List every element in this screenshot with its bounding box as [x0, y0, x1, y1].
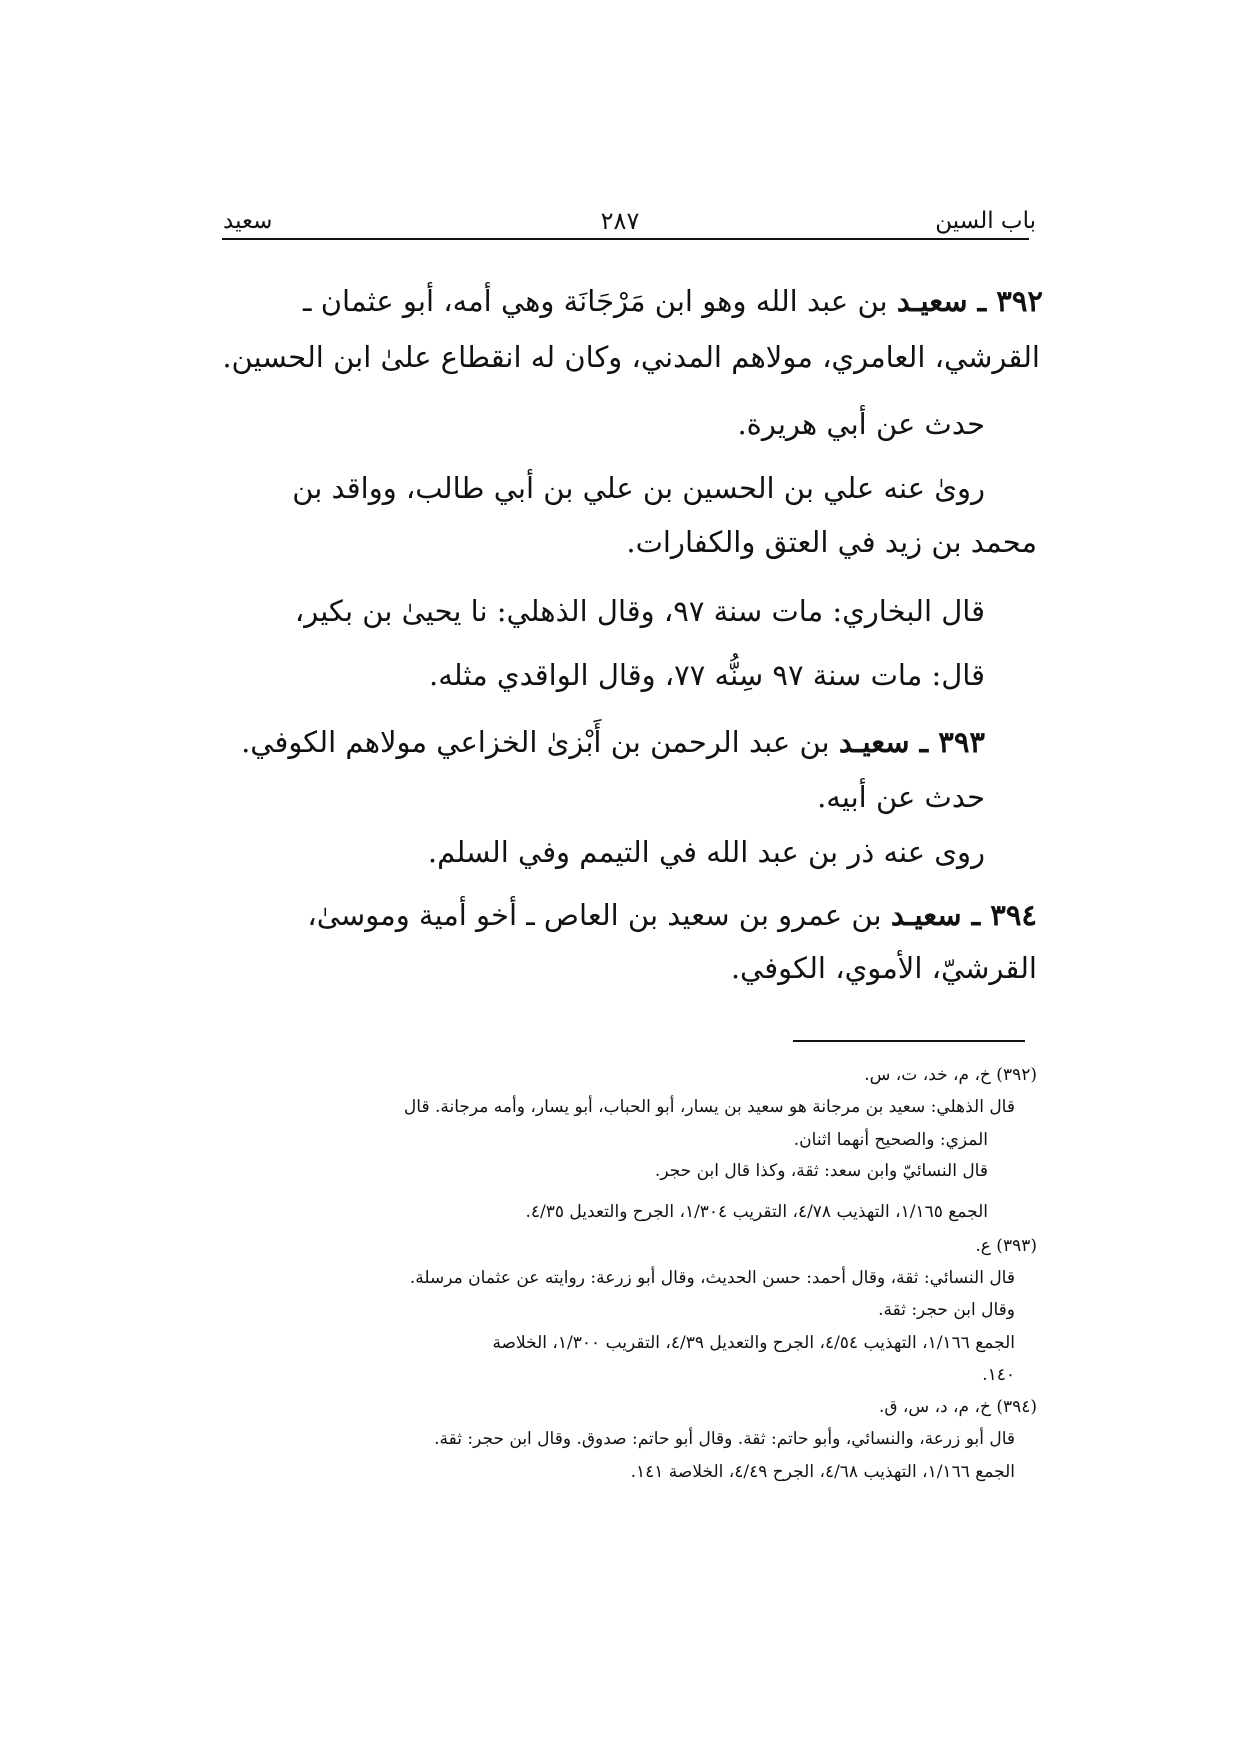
footnote-392-line-1: (٣٩٢) خ، م، خد، ت، س. [864, 1065, 1037, 1085]
header-running-word: سعيد [223, 208, 273, 234]
footnote-393-line-5: ١٤٠. [982, 1365, 1015, 1385]
entry-394-line-1 [307, 895, 1037, 935]
entry-394-heading: بن عمرو بن سعيد بن العاص ـ أخو أمية وموسیٰ، [307, 898, 891, 932]
entry-392-line-6: قال البخاري: مات سنة ٩٧، وقال الذهلي: نا يحيىٰ بن بكير، [294, 594, 985, 628]
entry-392-line-5: محمد بن زيد في العتق والكفارات. [626, 525, 1037, 559]
footnote-392-line-5: الجمع ١/١٦٥، التهذيب ٤/٧٨، التقريب ١/٣٠٤، الجرح والتعديل ٤/٣٥. [525, 1202, 988, 1222]
footnote-392-line-4: قال النسائيّ وابن سعد: ثقة، وكذا قال ابن حجر. [654, 1161, 988, 1181]
entry-393-line-2: حدث عن أبيه. [817, 780, 985, 814]
entry-393-heading: بن عبد الرحمن بن أَبْزیٰ الخزاعي مولاهم الكوفي. [241, 725, 839, 759]
entry-393-line-3: روی عنه ذر بن عبد الله في التيمم وفي السلم. [427, 835, 985, 869]
entry-392-line-3: حدث عن أبي هريرة. [737, 407, 985, 441]
footnote-392-line-2: قال الذهلي: سعيد بن مرجانة هو سعيد بن يسار، أبو الحباب، أبو يسار، وأمه مرجانة. قال [403, 1097, 1015, 1117]
footnote-393-line-4: الجمع ١/١٦٦، التهذيب ٤/٥٤، الجرح والتعديل ٤/٣٩، التقريب ١/٣٠٠، الخلاصة [492, 1333, 1015, 1353]
entry-392-line-7: قال: مات سنة ٩٧ سِنُّه ٧٧، وقال الواقدي مثله. [429, 658, 985, 692]
entry-392-line-2: القرشي، العامري، مولاهم المدني، وكان له انقطاع علىٰ ابن الحسين. [222, 340, 1040, 374]
entry-392-line-1 [303, 281, 1043, 321]
footnote-rule [793, 1040, 1025, 1042]
footnote-394-line-1: (٣٩٤) خ، م، د، س، ق. [878, 1397, 1037, 1417]
entry-392-heading: بن عبد الله وهو ابن مَرْجَانَة وهي أمه، أبو عثمان ـ [303, 284, 897, 318]
footnote-393-line-3: وقال ابن حجر: ثقة. [878, 1300, 1015, 1320]
entry-394-line-2: القرشيّ، الأموي، الكوفي. [730, 951, 1037, 985]
entry-394-number: ٣٩٤ ـ سعيـد [890, 898, 1037, 932]
entry-393-line-1 [241, 722, 985, 762]
footnote-393-line-2: قال النسائي: ثقة، وقال أحمد: حسن الحديث، وقال أبو زرعة: روايته عن عثمان مرسلة. [409, 1268, 1015, 1288]
footnote-393-line-1: (٣٩٣) ع. [975, 1236, 1037, 1256]
footnote-394-line-3: الجمع ١/١٦٦، التهذيب ٤/٦٨، الجرح ٤/٤٩، الخلاصة ١٤١. [630, 1462, 1015, 1482]
header-rule [222, 238, 1029, 240]
entry-392-line-4: رویٰ عنه علي بن الحسين بن علي بن أبي طالب، وواقد بن [292, 471, 985, 505]
entry-392-number: ٣٩٢ ـ سعيـد [896, 284, 1043, 318]
footnote-392-line-3: المزي: والصحيح أنهما اثنان. [793, 1130, 988, 1150]
page-number: ٢٨٧ [600, 207, 640, 235]
header-chapter-title: باب السين [935, 208, 1036, 234]
footnote-394-line-2: قال أبو زرعة، والنسائي، وأبو حاتم: ثقة. وقال أبو حاتم: صدوق. وقال ابن حجر: ثقة. [434, 1429, 1015, 1449]
entry-393-number: ٣٩٣ ـ سعيـد [838, 725, 985, 759]
